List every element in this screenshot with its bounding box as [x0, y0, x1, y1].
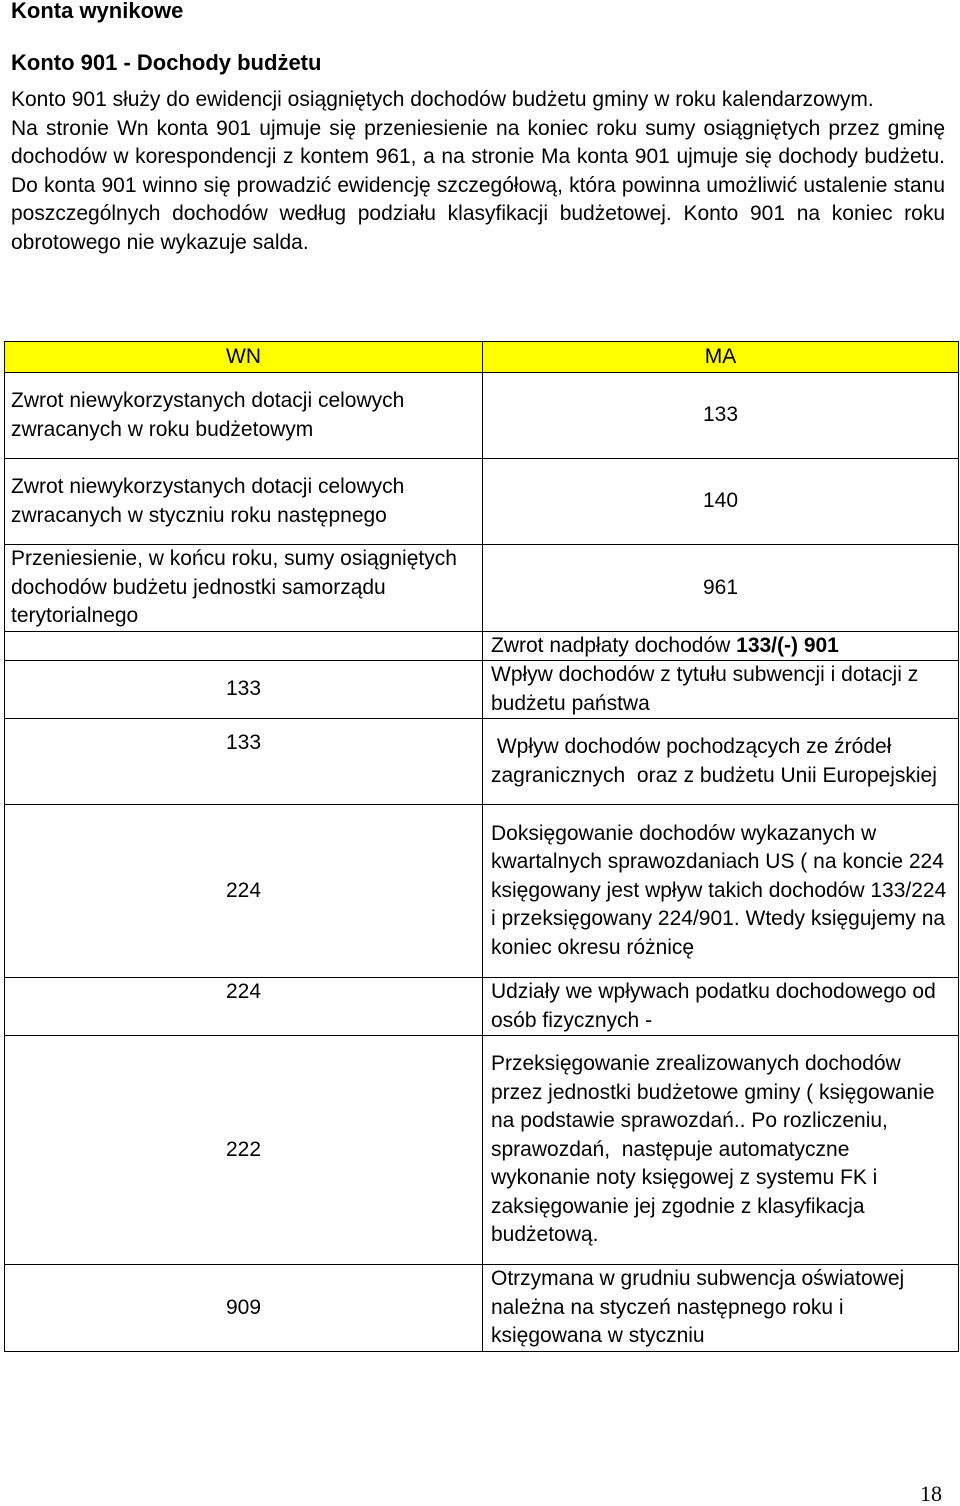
ma-column-header: MA: [483, 342, 959, 373]
wn-entry-account: 133: [483, 373, 959, 459]
ma-entry-booking: 133/(-) 901: [736, 633, 839, 657]
table-row: [5, 373, 959, 459]
ma-entry-account: 224: [5, 978, 483, 1036]
ma-entry-description: Przeksięgowanie zrealizowanych dochodów przez jednostki budżetowe gminy ( księgowanie na podstawie sprawozdań.. Po rozliczeniu, sprawozdań, następuje automatyczne wykonanie noty księgowej z systemu FK i zaksięgowanie jej zgodnie z klasyfikacja budżetową.: [483, 1036, 959, 1265]
intro-paragraph-1: Konto 901 służy do ewidencji osiągniętych dochodów budżetu gminy w roku kalendarzowym.: [11, 88, 874, 111]
ma-entry-account: 133: [5, 661, 483, 719]
table-row: [5, 545, 959, 632]
account-901-table: [4, 341, 959, 1352]
ma-entry-description: Wpływ dochodów z tytułu subwencji i dotacji z budżetu państwa: [483, 661, 959, 719]
account-title: Konto 901 - Dochody budżetu: [11, 50, 322, 75]
wn-column-header: WN: [5, 342, 483, 373]
ma-entry-description: Otrzymana w grudniu subwencja oświatowej należna na styczeń następnego roku i księgowana w styczniu: [483, 1265, 959, 1352]
table-row: [5, 805, 959, 978]
table-row: [5, 1036, 959, 1265]
ma-entry-account: [5, 631, 483, 661]
ma-entry-account: 222: [5, 1036, 483, 1265]
wn-entry-description: Zwrot niewykorzystanych dotacji celowych zwracanych w roku budżetowym: [5, 373, 483, 459]
table-header-row: [5, 342, 959, 373]
ma-entry-account: 133: [5, 719, 483, 805]
wn-entry-account: 140: [483, 459, 959, 545]
table-row: [5, 459, 959, 545]
table-row: [5, 661, 959, 719]
table-row: [5, 1265, 959, 1352]
table-row: [5, 719, 959, 805]
ma-entry-account: 909: [5, 1265, 483, 1352]
intro-text: [11, 86, 945, 257]
wn-entry-account: 961: [483, 545, 959, 632]
wn-entry-description: Zwrot niewykorzystanych dotacji celowych zwracanych w styczniu roku następnego: [5, 459, 483, 545]
page-number: 18: [920, 1481, 942, 1506]
ma-entry-description: Udziały we wpływach podatku dochodowego od osób fizycznych -: [483, 978, 959, 1036]
section-heading: Konta wynikowe: [11, 0, 184, 23]
ma-entry-description: Wpływ dochodów pochodzących ze źródeł zagranicznych oraz z budżetu Unii Europejskiej: [483, 719, 959, 805]
ma-entry-description: Zwrot nadpłaty dochodów 133/(-) 901: [483, 631, 959, 661]
ma-entry-account: 224: [5, 805, 483, 978]
ma-entry-description: Doksięgowanie dochodów wykazanych w kwartalnych sprawozdaniach US ( na koncie 224 księgowany jest wpływ takich dochodów 133/224 i przeksięgowany 224/901. Wtedy księgujemy na koniec okresu różnicę: [483, 805, 959, 978]
table-row: [5, 631, 959, 661]
table-row: [5, 978, 959, 1036]
intro-paragraph-2: Na stronie Wn konta 901 ujmuje się przeniesienie na koniec roku sumy osiągniętych przez gminę dochodów w korespondencji z kontem 961, a na stronie Ma konta 901 ujmuje się dochody budżetu. Do konta 901 winno się prowadzić ewidencję szczegółową, która powinna umożliwić ustalenie stanu poszczególnych dochodów według podziału klasyfikacji budżetowej. Konto 901 na koniec roku obrotowego nie wykazuje salda.: [11, 116, 945, 254]
wn-entry-description: Przeniesienie, w końcu roku, sumy osiągniętych dochodów budżetu jednostki samorządu terytorialnego: [5, 545, 483, 632]
